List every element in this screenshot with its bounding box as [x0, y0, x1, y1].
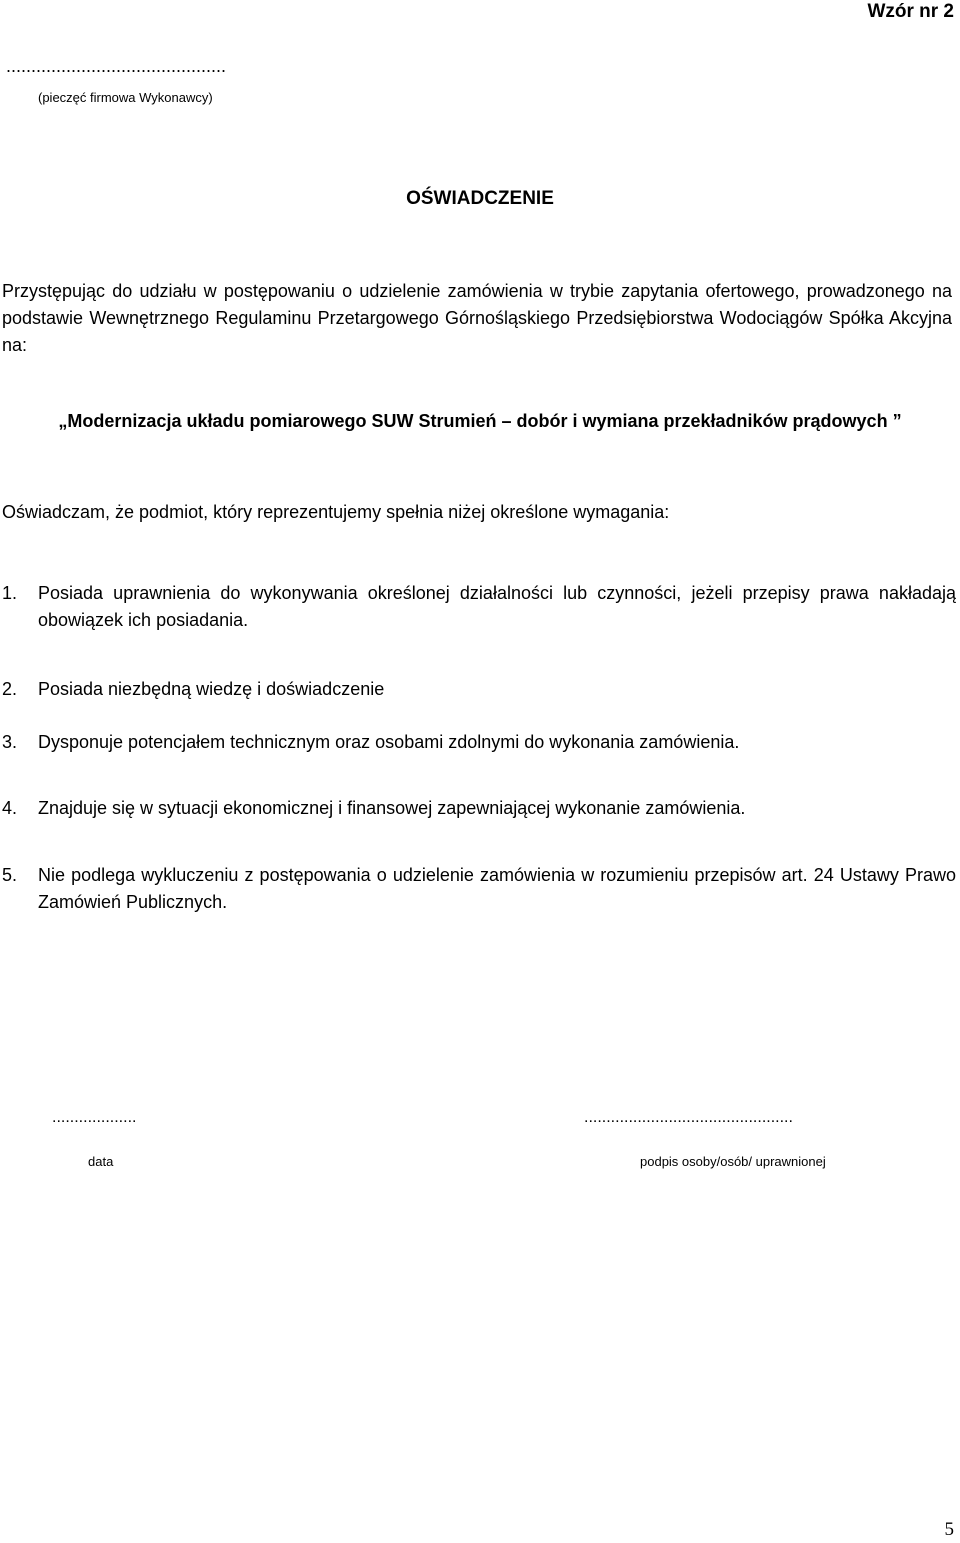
requirement-number: 2.	[2, 679, 18, 699]
requirement-item	[2, 676, 956, 703]
declaration-statement: Oświadczam, że podmiot, który reprezentujemy spełnia niżej określone wymagania:	[2, 502, 670, 522]
requirement-item	[2, 862, 956, 916]
requirement-text: Dysponuje potencjałem technicznym oraz osobami zdolnymi do wykonania zamówienia.	[38, 732, 740, 752]
date-label: data	[88, 1154, 114, 1169]
requirement-number: 4.	[2, 798, 18, 818]
requirement-text: Posiada niezbędną wiedzę i doświadczenie	[38, 679, 385, 699]
requirement-number: 3.	[2, 732, 18, 752]
requirement-text: Posiada uprawnienia do wykonywania określonej działalności lub czynności, jeżeli przepisy prawa nakładają obowiązek ich posiadania.	[38, 583, 956, 630]
requirement-number: 1.	[2, 583, 18, 603]
document-title: OŚWIADCZENIE	[406, 188, 554, 209]
signature-label: podpis osoby/osób/ uprawnionej	[640, 1154, 826, 1169]
requirement-item	[2, 580, 956, 634]
requirement-text: Znajduje się w sytuacji ekonomicznej i finansowej zapewniającej wykonanie zamówienia.	[38, 798, 746, 818]
date-placeholder-line: ...................	[52, 1109, 137, 1126]
requirement-item	[2, 795, 956, 822]
signature-placeholder-line: ...............................................	[584, 1109, 793, 1126]
procurement-subject	[0, 408, 960, 434]
requirement-number: 5.	[2, 865, 18, 885]
procurement-subject-text: „Modernizacja układu pomiarowego SUW Strumień – dobór i wymiana przekładników prądowych ”	[58, 411, 902, 431]
form-number: Wzór nr 2	[867, 1, 954, 22]
stamp-placeholder-line: ............................................	[6, 56, 227, 76]
requirement-text: Nie podlega wykluczeniu z postępowania o udzielenie zamówienia w rozumieniu przepisów art. 24 Ustawy Prawo Zamówień Publicznych.	[38, 865, 956, 912]
page-number: 5	[944, 1519, 954, 1540]
intro-paragraph: Przystępując do udziału w postępowaniu o udzielenie zamówienia w trybie zapytania ofertowego, prowadzonego na podstawie Wewnętrznego Regulaminu Przetargowego Górnośląskiego Przedsiębiorstwa Wodociągów Spółka Akcyjna na:	[2, 281, 952, 355]
stamp-caption: (pieczęć firmowa Wykonawcy)	[38, 90, 213, 105]
requirement-item	[2, 729, 956, 756]
